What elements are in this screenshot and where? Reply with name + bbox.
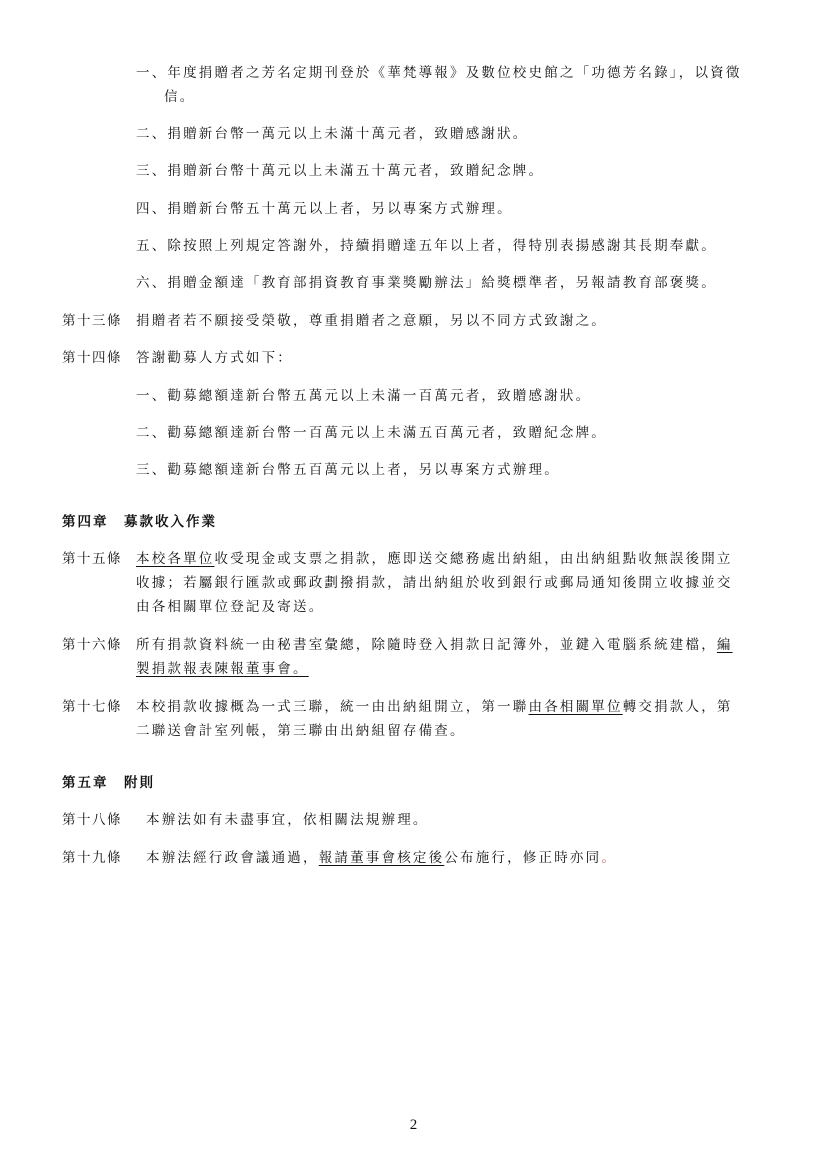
list-item: 六、捐贈金額達「教育部捐資教育事業獎勵辦法」給獎標準者，另報請教育部褒獎。 xyxy=(136,275,717,291)
article-15-text: 本校各單位收受現金或支票之捐款，應即送交總務處出納組，由出納組點收無誤後開立 xyxy=(136,551,733,567)
list-item-continuation: 信。 xyxy=(164,89,196,105)
article-14-label: 第十四條 xyxy=(62,350,122,366)
list-item: 三、捐贈新台幣十萬元以上未滿五十萬元者，致贈紀念牌。 xyxy=(136,163,545,179)
article-13-text: 捐贈者若不願接受榮敬，尊重捐贈者之意願，另以不同方式致謝之。 xyxy=(136,313,607,329)
chapter-5-heading: 第五章 附則 xyxy=(62,775,155,791)
article-17-label: 第十七條 xyxy=(62,699,122,715)
article-14-text: 答謝勸募人方式如下： xyxy=(136,350,293,366)
article-15-text: 由各相關單位登記及寄送。 xyxy=(136,599,325,615)
article-16-text: 製捐款報表陳報董事會。 xyxy=(136,661,309,677)
article-19-text: 本辦法經行政會議通過，報請董事會核定後公布施行，修正時亦同。 xyxy=(146,850,618,866)
article-18-text: 本辦法如有未盡事宜，依相關法規辦理。 xyxy=(146,812,429,828)
list-item: 二、捐贈新台幣一萬元以上未滿十萬元者，致贈感謝狀。 xyxy=(136,126,529,142)
list-item: 一、年度捐贈者之芳名定期刊登於《華梵導報》及數位校史館之「功德芳名錄」，以資徵 xyxy=(136,65,742,81)
article-18-label: 第十八條 xyxy=(62,812,122,828)
chapter-4-heading: 第四章 募款收入作業 xyxy=(62,514,217,530)
article-17-text: 二聯送會計室列帳，第三聯由出納組留存備查。 xyxy=(136,723,466,739)
article-15-label: 第十五條 xyxy=(62,551,122,567)
list-item: 四、捐贈新台幣五十萬元以上者，另以專案方式辦理。 xyxy=(136,201,513,217)
article-13-label: 第十三條 xyxy=(62,313,122,329)
list-item: 三、勸募總額達新台幣五百萬元以上者，另以專案方式辦理。 xyxy=(136,462,560,478)
list-item: 五、除按照上列規定答謝外，持續捐贈達五年以上者，得特別表揚感謝其長期奉獻。 xyxy=(136,238,717,254)
article-16-text: 所有捐款資料統一由秘書室彙總，除隨時登入捐款日記簿外，並鍵入電腦系統建檔，編 xyxy=(136,637,733,653)
red-period-mark: 。 xyxy=(601,850,618,866)
article-15-text: 收據；若屬銀行匯款或郵政劃撥捐款，請出納組於收到銀行或郵局通知後開立收據並交 xyxy=(136,575,733,591)
page-number: 2 xyxy=(409,1117,418,1133)
list-item: 一、勸募總額達新台幣五萬元以上未滿一百萬元者，致贈感謝狀。 xyxy=(136,388,592,404)
list-item: 二、勸募總額達新台幣一百萬元以上未滿五百萬元者，致贈紀念牌。 xyxy=(136,425,608,441)
article-17-text: 本校捐款收據概為一式三聯，統一由出納組開立，第一聯由各相關單位轉交捐款人，第 xyxy=(136,699,733,715)
article-16-label: 第十六條 xyxy=(62,637,122,653)
article-19-label: 第十九條 xyxy=(62,850,122,866)
